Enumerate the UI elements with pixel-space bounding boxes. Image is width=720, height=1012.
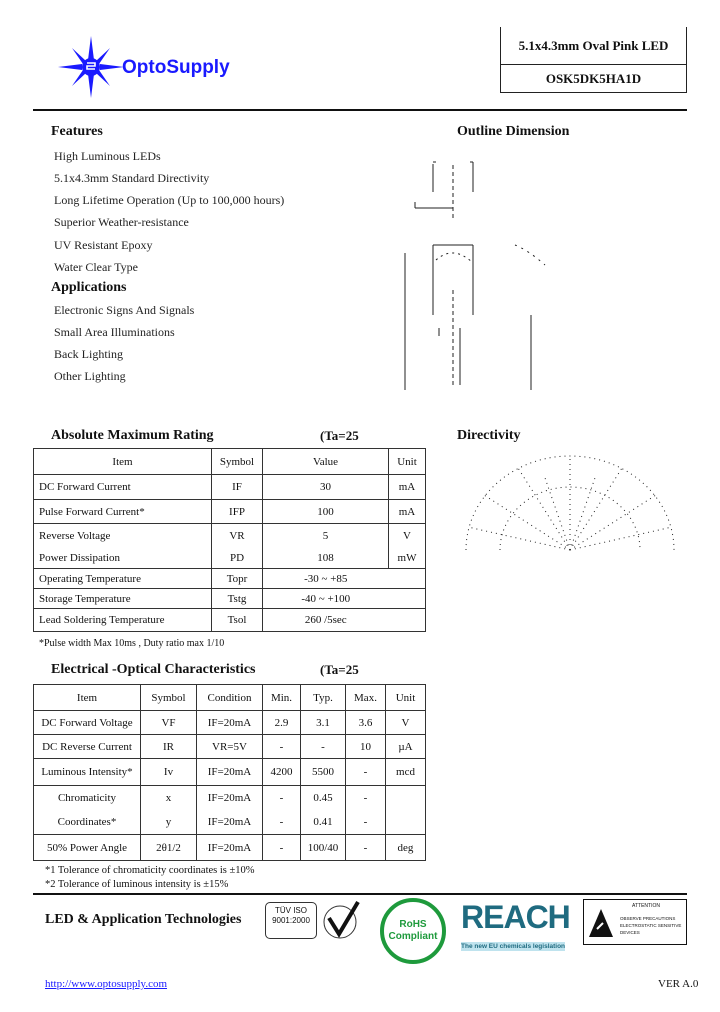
col-header: Item [34,449,212,475]
feature-item: Water Clear Type [54,260,138,274]
product-title: 5.1x4.3mm Oval Pink LED [501,27,686,65]
tuv-logo: TÜV ISO 9001:2000 [265,902,317,939]
cell: 0.45 [301,786,346,810]
cell: Tsol [212,609,263,632]
outline-drawing [400,150,600,410]
col-header: Symbol [212,449,263,475]
reach-subtitle: The new EU chemicals legislation [461,943,566,950]
cell: - [346,786,386,810]
abs-max-footnote: *Pulse width Max 10ms , Duty ratio max 1/10 [39,638,225,649]
table-row [34,711,426,735]
cell: 3.6 [346,711,386,735]
col-header: Condition [197,685,263,711]
table-row [34,475,426,500]
cell: mcd [386,759,426,786]
cell: 2.9 [263,711,301,735]
abs-max-condition: (Ta=25 [320,428,359,443]
esd-text: OBSERVE PRECAUTIONS ELECTROSTATIC SENSITIVE DEVICES [620,916,682,935]
table-row [34,735,426,759]
cell: 10 [346,735,386,759]
cell: IR [141,735,197,759]
reach-logo [461,899,571,950]
cell: PD [212,548,263,569]
cell: 260 /5sec [263,609,389,632]
cell: - [346,810,386,835]
abs-max-heading: Absolute Maximum Rating [51,428,214,443]
cell: 5 [263,524,389,548]
cell: V [386,711,426,735]
feature-item: UV Resistant Epoxy [54,238,153,252]
cell: 100/40 [301,835,346,861]
esd-title: ATTENTION [632,903,660,909]
table-row [34,786,426,810]
cell: 5500 [301,759,346,786]
eo-footnote: *1 Tolerance of chromaticity coordinates is ±10% [45,865,255,876]
cell: Tstg [212,589,263,609]
cell [386,810,426,835]
cell: VR [212,524,263,548]
cell: IF=20mA [197,786,263,810]
cell: - [346,759,386,786]
col-header: Item [34,685,141,711]
cell: mA [389,500,426,524]
feature-item: 5.1x4.3mm Standard Directivity [54,171,210,185]
brand-name: OptoSupply [122,57,230,78]
cell: VR=5V [197,735,263,759]
table-row [34,500,426,524]
cell [389,569,426,589]
eo-heading: Electrical -Optical Characteristics [51,662,256,677]
cell: IFP [212,500,263,524]
cell: Reverse Voltage [34,524,212,548]
cell: Power Dissipation [34,548,212,569]
col-header: Max. [346,685,386,711]
table-row [34,569,426,589]
cell: µA [386,735,426,759]
cell: 50% Power Angle [34,835,141,861]
col-header: Unit [389,449,426,475]
certified-check-icon [320,900,362,940]
application-item: Back Lighting [54,347,123,361]
table-row [34,548,426,569]
cell: Chromaticity [34,786,141,810]
cell: - [263,835,301,861]
eo-footnote: *2 Tolerance of luminous intensity is ±15% [45,879,229,890]
cell: 30 [263,475,389,500]
cell: IF=20mA [197,711,263,735]
cell: IF=20mA [197,759,263,786]
applications-heading: Applications [51,280,127,295]
footer-tagline: LED & Application Technologies [45,912,242,927]
eo-table [33,684,426,861]
cell: -30 ~ +85 [263,569,389,589]
cell: 100 [263,500,389,524]
col-header: Unit [386,685,426,711]
version-label: VER A.0 [658,978,699,990]
cell: Lead Soldering Temperature [34,609,212,632]
cell: Luminous Intensity* [34,759,141,786]
cell: Storage Temperature [34,589,212,609]
cell: V [389,524,426,548]
cell: Iv [141,759,197,786]
cell: - [346,835,386,861]
cell: 0.41 [301,810,346,835]
part-number: OSK5DK5HA1D [545,71,642,86]
title-box [500,27,687,93]
star-logo-icon [58,36,128,98]
directivity-chart [460,455,680,555]
feature-item: Superior Weather-resistance [54,215,189,229]
cell: Operating Temperature [34,569,212,589]
esd-warning-icon [588,907,614,939]
cell: DC Forward Current [34,475,212,500]
cell: 2θ1/2 [141,835,197,861]
cell: IF=20mA [197,810,263,835]
table-row [34,810,426,835]
table-row [34,524,426,548]
cell: mA [389,475,426,500]
eo-condition: (Ta=25 [320,662,359,677]
outline-heading: Outline Dimension [457,124,570,139]
application-item: Other Lighting [54,369,126,383]
cell: DC Reverse Current [34,735,141,759]
optosupply-logo [58,36,268,98]
cell: mW [389,548,426,569]
features-heading: Features [51,124,103,139]
cell [389,609,426,632]
footer-rule [33,893,687,895]
feature-item: High Luminous LEDs [54,149,161,163]
cell [389,589,426,609]
col-header: Value [263,449,389,475]
cell: - [263,810,301,835]
cell: 108 [263,548,389,569]
cell: deg [386,835,426,861]
cell: VF [141,711,197,735]
header-rule [33,109,687,111]
col-header: Symbol [141,685,197,711]
application-item: Small Area Illuminations [54,325,175,339]
rohs-logo: RoHS Compliant [380,898,446,964]
cell: -40 ~ +100 [263,589,389,609]
cell: IF [212,475,263,500]
feature-item: Long Lifetime Operation (Up to 100,000 hours) [54,193,285,207]
col-header: Typ. [301,685,346,711]
table-row [34,609,426,632]
table-row [34,589,426,609]
esd-attention-box [583,899,687,945]
cell: 3.1 [301,711,346,735]
cell [386,786,426,810]
cell: IF=20mA [197,835,263,861]
col-header: Min. [263,685,301,711]
website-link[interactable]: http://www.optosupply.com [45,978,168,990]
cell: 4200 [263,759,301,786]
cell: Pulse Forward Current* [34,500,212,524]
table-row [34,835,426,861]
cell: y [141,810,197,835]
cell: Topr [212,569,263,589]
cell: - [301,735,346,759]
directivity-heading: Directivity [457,428,521,443]
abs-max-table [33,448,426,632]
application-item: Electronic Signs And Signals [54,303,195,317]
table-row [34,759,426,786]
cell: Coordinates* [34,810,141,835]
reach-wordmark: REACH [461,899,570,935]
cell: DC Forward Voltage [34,711,141,735]
cell: - [263,735,301,759]
cell: x [141,786,197,810]
cell: - [263,786,301,810]
